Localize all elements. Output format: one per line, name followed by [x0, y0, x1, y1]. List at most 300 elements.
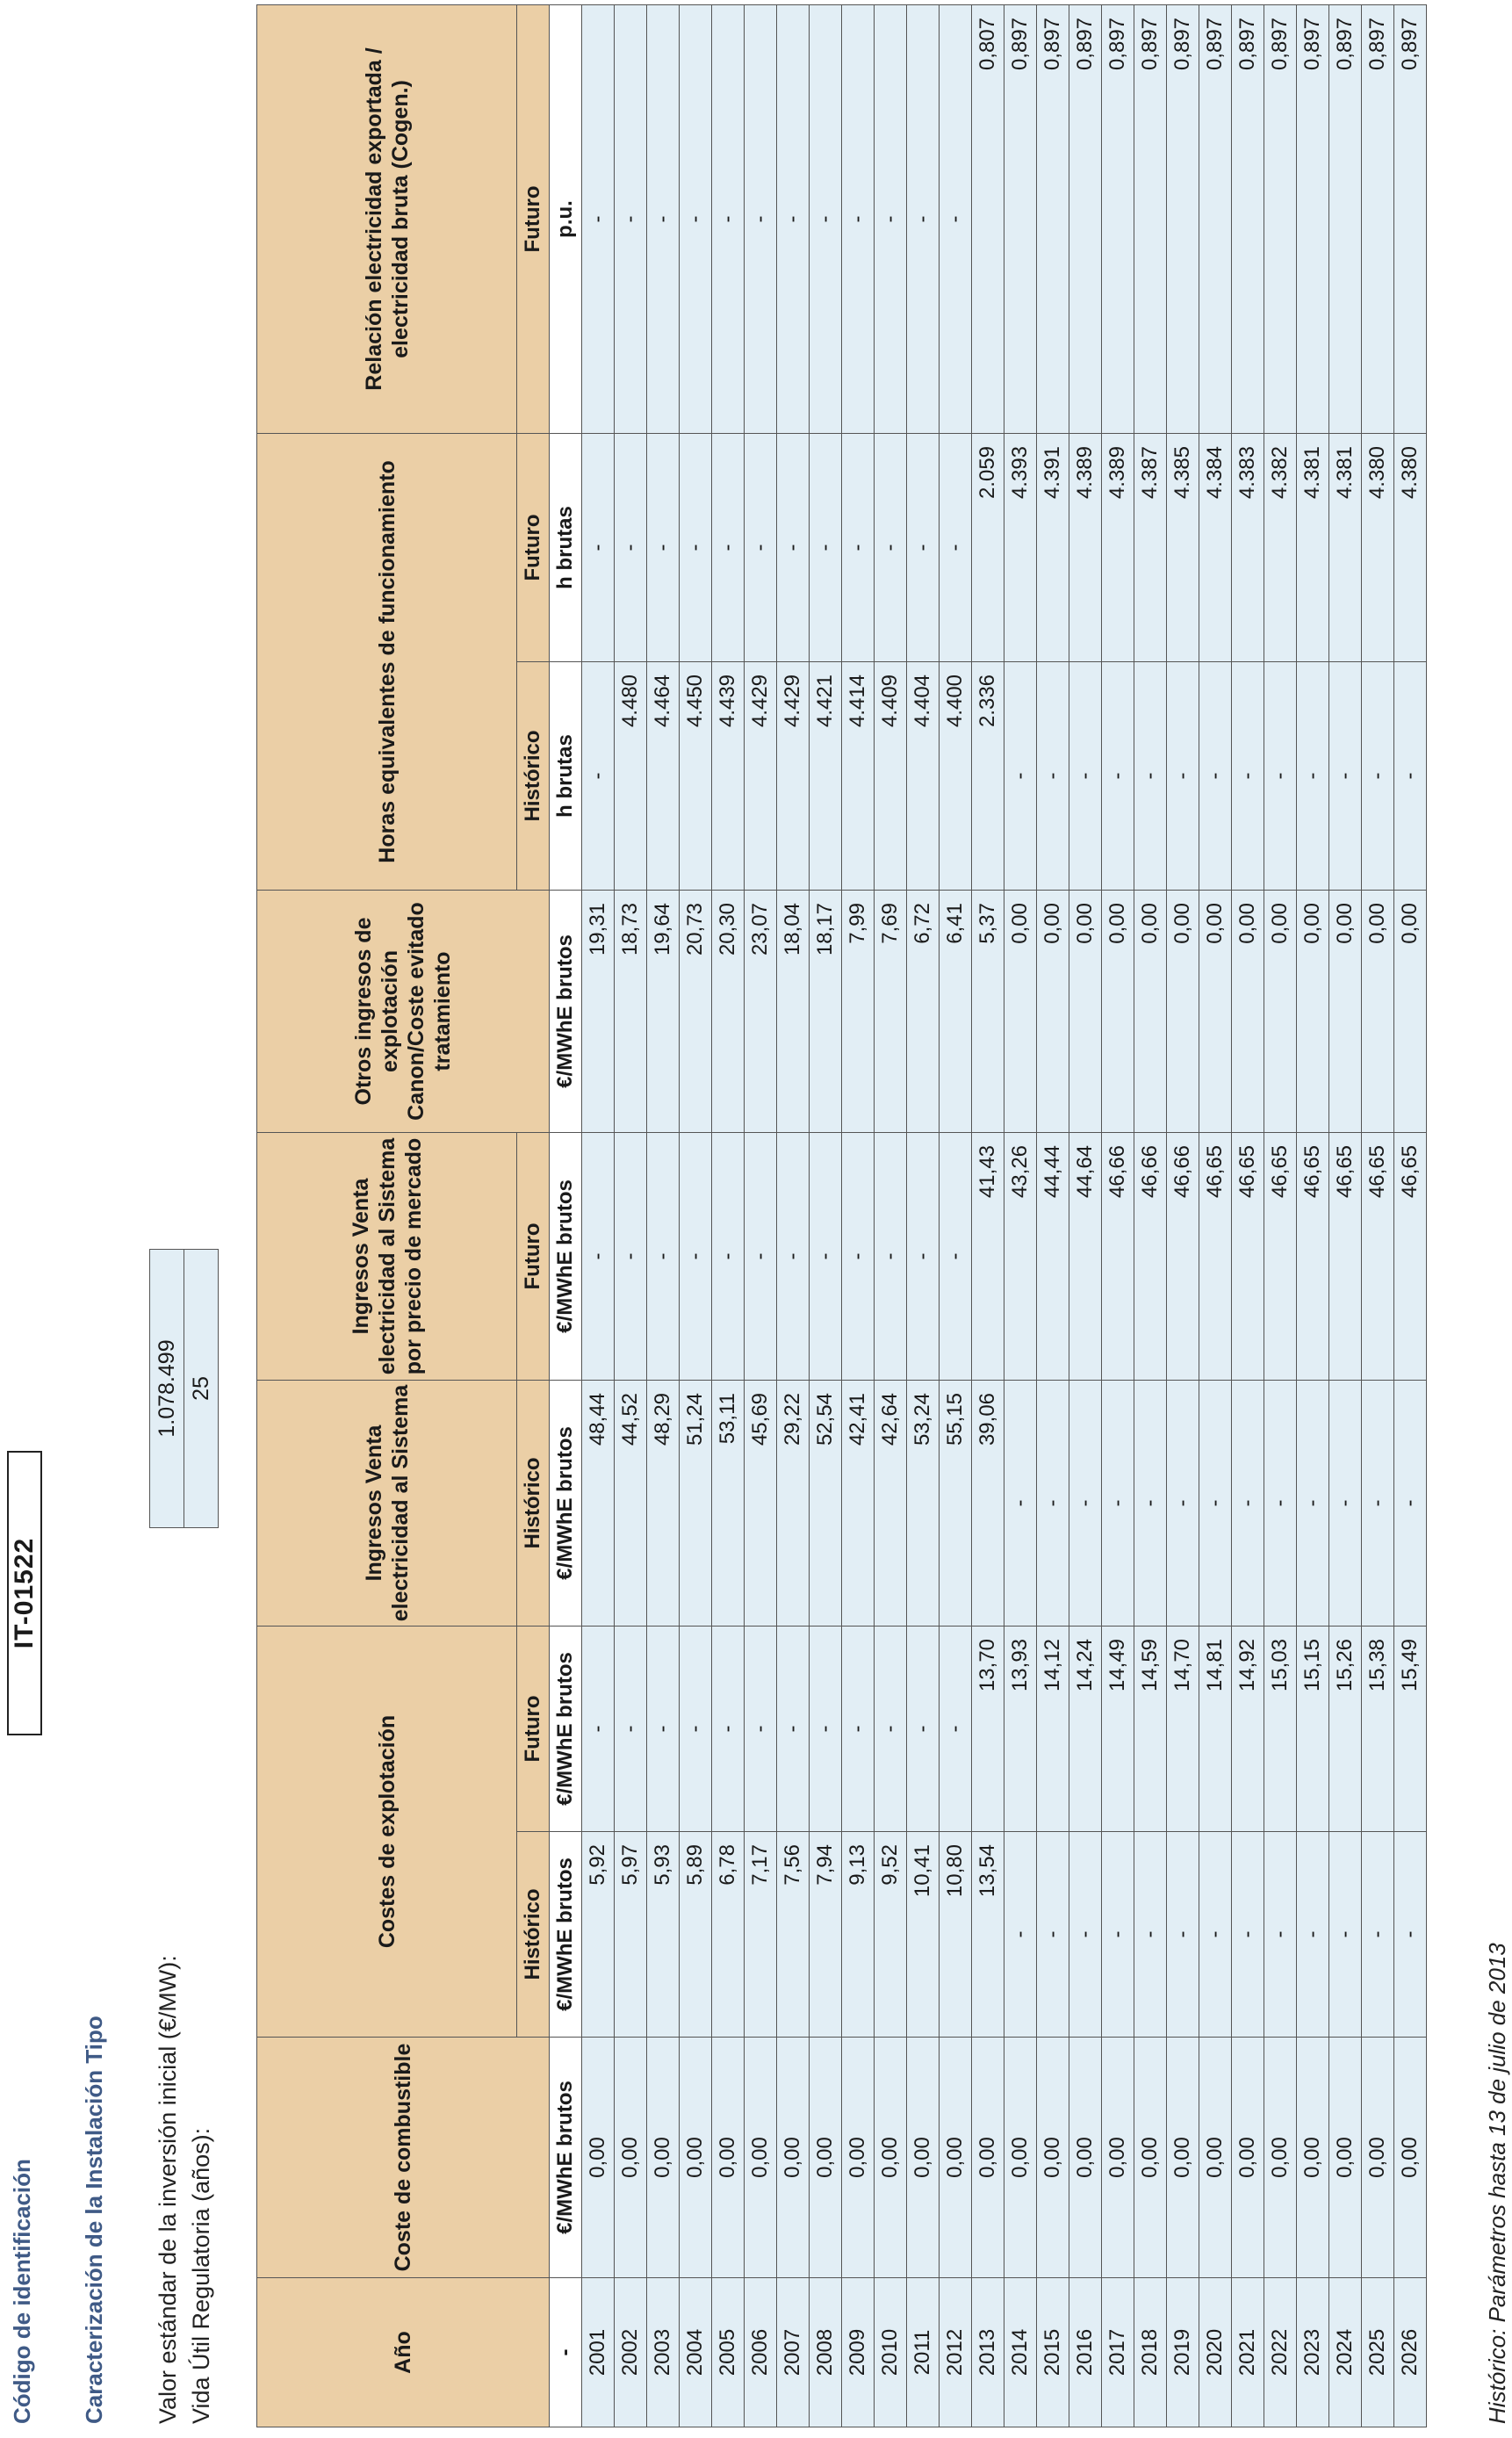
cell-opex-futuro: 15,26 [1329, 1626, 1362, 1831]
col-year-header: Año [257, 2278, 550, 2427]
col-sales-header: Ingresos Venta electricidad al Sistema [257, 1380, 517, 1626]
cell-opex-historico: 6,78 [712, 1832, 745, 2038]
cell-ratio-futuro: - [810, 4, 842, 433]
cell-year: 2009 [842, 2278, 875, 2427]
code-value: IT-01522 [7, 1451, 42, 1735]
cell-opex-historico: - [1069, 1832, 1102, 2038]
cell-fuel-cost: 0,00 [1134, 2038, 1167, 2278]
cell-hours-futuro: - [712, 433, 745, 661]
cell-sales-futuro: - [615, 1132, 647, 1380]
sales-historico: Histórico [517, 1380, 550, 1626]
cell-fuel-cost: 0,00 [1329, 2038, 1362, 2278]
unit-fuel: €/MWhE brutos [550, 2038, 582, 2278]
cell-ratio-futuro: - [680, 4, 712, 433]
cell-other-income: 7,99 [842, 890, 875, 1132]
cell-opex-historico: - [1167, 1832, 1199, 2038]
table-row [1199, 4, 1232, 2427]
investment-value: 1.078.499 [150, 1250, 184, 1528]
cell-hours-historico: - [1167, 661, 1199, 890]
cell-opex-futuro: - [940, 1626, 972, 1831]
cell-other-income: 0,00 [1264, 890, 1297, 1132]
cell-sales-futuro: 46,65 [1199, 1132, 1232, 1380]
cell-hours-futuro: - [777, 433, 810, 661]
cell-hours-futuro: - [582, 433, 615, 661]
cell-year: 2005 [712, 2278, 745, 2427]
cell-other-income: 0,00 [1297, 890, 1329, 1132]
cell-opex-historico: - [1297, 1832, 1329, 2038]
cell-sales-historico: - [1232, 1380, 1264, 1626]
col-hours-header: Horas equivalentes de funcionamiento [257, 433, 517, 890]
ratio-futuro: Futuro [517, 4, 550, 433]
cell-opex-historico: 5,92 [582, 1832, 615, 2038]
cell-ratio-futuro: 0,897 [1004, 4, 1037, 433]
cell-hours-historico: - [1134, 661, 1167, 890]
cell-fuel-cost: 0,00 [907, 2038, 940, 2278]
cell-opex-historico: 7,56 [777, 1832, 810, 2038]
cell-ratio-futuro: - [582, 4, 615, 433]
table-row [940, 4, 972, 2427]
cell-other-income: 0,00 [1362, 890, 1394, 1132]
cell-year: 2018 [1134, 2278, 1167, 2427]
table-row [647, 4, 680, 2427]
cell-opex-futuro: 14,49 [1102, 1626, 1134, 1831]
cell-other-income: 0,00 [1232, 890, 1264, 1132]
table-row [1232, 4, 1264, 2427]
cell-year: 2012 [940, 2278, 972, 2427]
cell-year: 2015 [1037, 2278, 1069, 2427]
cell-sales-futuro: - [907, 1132, 940, 1380]
table-body [582, 4, 1427, 2427]
cell-other-income: 5,37 [972, 890, 1004, 1132]
cell-opex-historico: 10,41 [907, 1832, 940, 2038]
cell-other-income: 0,00 [1069, 890, 1102, 1132]
cell-opex-historico: 5,93 [647, 1832, 680, 2038]
cell-ratio-futuro: 0,897 [1329, 4, 1362, 433]
cell-opex-historico: - [1037, 1832, 1069, 2038]
cell-hours-historico: 2.336 [972, 661, 1004, 890]
cell-hours-futuro: 4.391 [1037, 433, 1069, 661]
cell-sales-historico: 55,15 [940, 1380, 972, 1626]
cell-hours-historico: 4.400 [940, 661, 972, 890]
cell-hours-historico: - [1297, 661, 1329, 890]
cell-opex-futuro: 14,59 [1134, 1626, 1167, 1831]
cell-sales-futuro: - [842, 1132, 875, 1380]
cell-sales-historico: - [1329, 1380, 1362, 1626]
cell-other-income: 18,17 [810, 890, 842, 1132]
table-row [1329, 4, 1362, 2427]
cell-hours-historico: 4.414 [842, 661, 875, 890]
cell-hours-futuro: 4.385 [1167, 433, 1199, 661]
cell-opex-historico: 9,52 [875, 1832, 907, 2038]
cell-sales-futuro: - [680, 1132, 712, 1380]
cell-sales-futuro: 46,65 [1329, 1132, 1362, 1380]
cell-ratio-futuro: 0,897 [1167, 4, 1199, 433]
cell-hours-futuro: 4.381 [1329, 433, 1362, 661]
cell-sales-historico: 29,22 [777, 1380, 810, 1626]
table-row [1069, 4, 1102, 2427]
table-row [1297, 4, 1329, 2427]
investment-label: Valor estándar de la inversión inicial (€/MW): [155, 1955, 181, 2424]
params-table [149, 1249, 219, 1528]
cell-hours-historico: 4.409 [875, 661, 907, 890]
cell-opex-historico: 10,80 [940, 1832, 972, 2038]
cell-year: 2022 [1264, 2278, 1297, 2427]
cell-opex-futuro: - [810, 1626, 842, 1831]
cell-opex-futuro: 15,38 [1362, 1626, 1394, 1831]
cell-opex-historico: - [1394, 1832, 1427, 2038]
cell-sales-futuro: - [875, 1132, 907, 1380]
cell-sales-futuro: 44,44 [1037, 1132, 1069, 1380]
cell-ratio-futuro: 0,897 [1069, 4, 1102, 433]
table-row [1362, 4, 1394, 2427]
cell-fuel-cost: 0,00 [810, 2038, 842, 2278]
table-row [907, 4, 940, 2427]
cell-sales-historico: 45,69 [745, 1380, 777, 1626]
cell-opex-futuro: 13,93 [1004, 1626, 1037, 1831]
cell-year: 2025 [1362, 2278, 1394, 2427]
cell-fuel-cost: 0,00 [1199, 2038, 1232, 2278]
cell-sales-historico: - [1134, 1380, 1167, 1626]
cell-hours-historico: - [1199, 661, 1232, 890]
cell-sales-futuro: 41,43 [972, 1132, 1004, 1380]
cell-sales-futuro: 46,65 [1394, 1132, 1427, 1380]
cell-hours-historico: - [1232, 661, 1264, 890]
cell-hours-historico: - [1362, 661, 1394, 890]
life-value: 25 [184, 1250, 219, 1528]
table-row [972, 4, 1004, 2427]
cell-opex-futuro: 14,12 [1037, 1626, 1069, 1831]
cell-opex-historico: - [1362, 1832, 1394, 2038]
unit-opex-fut: €/MWhE brutos [550, 1626, 582, 1831]
cell-sales-futuro: 43,26 [1004, 1132, 1037, 1380]
sales-futuro: Futuro [517, 1132, 550, 1380]
cell-hours-historico: - [1004, 661, 1037, 890]
cell-sales-historico: 51,24 [680, 1380, 712, 1626]
cell-opex-futuro: 14,81 [1199, 1626, 1232, 1831]
cell-opex-futuro: 14,92 [1232, 1626, 1264, 1831]
cell-sales-historico: - [1297, 1380, 1329, 1626]
cell-hours-futuro: 2.059 [972, 433, 1004, 661]
cell-sales-historico: 48,44 [582, 1380, 615, 1626]
cell-hours-futuro: - [940, 433, 972, 661]
cell-other-income: 19,31 [582, 890, 615, 1132]
cell-hours-historico: 4.404 [907, 661, 940, 890]
table-row [680, 4, 712, 2427]
cell-sales-historico: 53,24 [907, 1380, 940, 1626]
cell-ratio-futuro: - [907, 4, 940, 433]
cell-ratio-futuro: - [712, 4, 745, 433]
cell-sales-futuro: - [745, 1132, 777, 1380]
cell-opex-historico: 5,97 [615, 1832, 647, 2038]
cell-hours-futuro: 4.380 [1362, 433, 1394, 661]
cell-other-income: 23,07 [745, 890, 777, 1132]
cell-hours-futuro: 4.382 [1264, 433, 1297, 661]
cell-ratio-futuro: 0,897 [1102, 4, 1134, 433]
unit-hours-fut: h brutas [550, 433, 582, 661]
cell-year: 2014 [1004, 2278, 1037, 2427]
cell-other-income: 0,00 [1134, 890, 1167, 1132]
cell-opex-historico: - [1329, 1832, 1362, 2038]
cell-hours-historico: - [1264, 661, 1297, 890]
cell-opex-historico: 7,94 [810, 1832, 842, 2038]
cell-opex-futuro: - [777, 1626, 810, 1831]
cell-sales-historico: 42,41 [842, 1380, 875, 1626]
cell-opex-futuro: - [842, 1626, 875, 1831]
cell-hours-futuro: - [875, 433, 907, 661]
cell-other-income: 0,00 [1004, 890, 1037, 1132]
table-row [745, 4, 777, 2427]
table-row [615, 4, 647, 2427]
unit-ratio: p.u. [550, 4, 582, 433]
cell-other-income: 0,00 [1394, 890, 1427, 1132]
unit-year: - [550, 2278, 582, 2427]
cell-hours-futuro: - [615, 433, 647, 661]
cell-sales-futuro: 46,65 [1297, 1132, 1329, 1380]
cell-hours-futuro: 4.389 [1102, 433, 1134, 661]
table-row [1167, 4, 1199, 2427]
cell-ratio-futuro: - [647, 4, 680, 433]
cell-hours-historico: 4.439 [712, 661, 745, 890]
hours-historico: Histórico [517, 661, 550, 890]
life-label: Vida Útil Regulatoria (años): [188, 2127, 214, 2424]
cell-year: 2016 [1069, 2278, 1102, 2427]
cell-fuel-cost: 0,00 [842, 2038, 875, 2278]
cell-hours-futuro: - [842, 433, 875, 661]
cell-hours-historico: 4.429 [777, 661, 810, 890]
cell-fuel-cost: 0,00 [615, 2038, 647, 2278]
col-fuel-header: Coste de combustible [257, 2038, 550, 2278]
cell-sales-futuro: 46,66 [1167, 1132, 1199, 1380]
table-row [582, 4, 615, 2427]
cell-fuel-cost: 0,00 [1232, 2038, 1264, 2278]
unit-other-income: €/MWhE brutos [550, 890, 582, 1132]
cell-opex-futuro: 15,15 [1297, 1626, 1329, 1831]
cell-opex-historico: 13,54 [972, 1832, 1004, 2038]
cell-fuel-cost: 0,00 [777, 2038, 810, 2278]
cell-year: 2006 [745, 2278, 777, 2427]
col-sales-market-header: Ingresos Venta electricidad al Sistema por precio de mercado [257, 1132, 517, 1380]
cell-year: 2008 [810, 2278, 842, 2427]
cell-other-income: 19,64 [647, 890, 680, 1132]
unit-hours-hist: h brutas [550, 661, 582, 890]
cell-hours-futuro: - [907, 433, 940, 661]
footnote: Histórico: Parámetros hasta 13 de julio de 2013 [1484, 1943, 1510, 2424]
cell-ratio-futuro: - [615, 4, 647, 433]
cell-ratio-futuro: 0,807 [972, 4, 1004, 433]
cell-sales-futuro: 46,66 [1134, 1132, 1167, 1380]
cell-year: 2026 [1394, 2278, 1427, 2427]
cell-ratio-futuro: 0,897 [1297, 4, 1329, 433]
cell-year: 2010 [875, 2278, 907, 2427]
cell-hours-futuro: 4.380 [1394, 433, 1427, 661]
col-ratio-header: Relación electricidad exportada / electricidad bruta (Cogen.) [257, 4, 517, 433]
hours-futuro: Futuro [517, 433, 550, 661]
table-row [1004, 4, 1037, 2427]
cell-opex-historico: - [1004, 1832, 1037, 2038]
table-row [810, 4, 842, 2427]
cell-opex-futuro: 14,70 [1167, 1626, 1199, 1831]
cell-hours-historico: - [582, 661, 615, 890]
cell-opex-historico: 5,89 [680, 1832, 712, 2038]
cell-ratio-futuro: 0,897 [1394, 4, 1427, 433]
cell-year: 2021 [1232, 2278, 1264, 2427]
cell-year: 2011 [907, 2278, 940, 2427]
cell-opex-futuro: - [582, 1626, 615, 1831]
cell-hours-futuro: - [680, 433, 712, 661]
cell-hours-historico: - [1394, 661, 1427, 890]
cell-fuel-cost: 0,00 [680, 2038, 712, 2278]
cell-opex-futuro: 15,03 [1264, 1626, 1297, 1831]
table-row [1394, 4, 1427, 2427]
cell-ratio-futuro: - [875, 4, 907, 433]
cell-year: 2020 [1199, 2278, 1232, 2427]
cell-ratio-futuro: - [940, 4, 972, 433]
cell-sales-futuro: - [940, 1132, 972, 1380]
cell-sales-futuro: - [810, 1132, 842, 1380]
cell-opex-historico: - [1102, 1832, 1134, 2038]
cell-fuel-cost: 0,00 [1362, 2038, 1394, 2278]
cell-sales-historico: - [1199, 1380, 1232, 1626]
cell-ratio-futuro: - [842, 4, 875, 433]
cell-opex-futuro: - [647, 1626, 680, 1831]
cell-year: 2023 [1297, 2278, 1329, 2427]
cell-sales-futuro: 46,65 [1232, 1132, 1264, 1380]
cell-other-income: 20,30 [712, 890, 745, 1132]
cell-ratio-futuro: 0,897 [1362, 4, 1394, 433]
cell-fuel-cost: 0,00 [582, 2038, 615, 2278]
cell-fuel-cost: 0,00 [1394, 2038, 1427, 2278]
cell-sales-historico: - [1264, 1380, 1297, 1626]
cell-other-income: 0,00 [1167, 890, 1199, 1132]
col-other-income-header: Otros ingresos de explotación Canon/Coste evitado tratamiento [257, 890, 550, 1132]
cell-sales-futuro: - [647, 1132, 680, 1380]
cell-hours-futuro: - [647, 433, 680, 661]
cell-sales-futuro: - [777, 1132, 810, 1380]
cell-opex-historico: - [1199, 1832, 1232, 2038]
cell-ratio-futuro: 0,897 [1232, 4, 1264, 433]
cell-hours-futuro: 4.383 [1232, 433, 1264, 661]
cell-sales-historico: 52,54 [810, 1380, 842, 1626]
cell-year: 2007 [777, 2278, 810, 2427]
cell-hours-historico: - [1037, 661, 1069, 890]
cell-sales-historico: 53,11 [712, 1380, 745, 1626]
cell-fuel-cost: 0,00 [875, 2038, 907, 2278]
code-label: Código de identificación [9, 2159, 35, 2424]
cell-fuel-cost: 0,00 [1167, 2038, 1199, 2278]
cell-hours-futuro: 4.384 [1199, 433, 1232, 661]
cell-year: 2003 [647, 2278, 680, 2427]
cell-fuel-cost: 0,00 [1004, 2038, 1037, 2278]
cell-hours-historico: - [1329, 661, 1362, 890]
cell-fuel-cost: 0,00 [972, 2038, 1004, 2278]
table-row [712, 4, 745, 2427]
cell-hours-futuro: - [810, 433, 842, 661]
cell-sales-futuro: 46,65 [1362, 1132, 1394, 1380]
cell-opex-futuro: - [680, 1626, 712, 1831]
cell-opex-futuro: - [745, 1626, 777, 1831]
cell-fuel-cost: 0,00 [1102, 2038, 1134, 2278]
cell-sales-historico: - [1069, 1380, 1102, 1626]
cell-fuel-cost: 0,00 [647, 2038, 680, 2278]
cell-year: 2019 [1167, 2278, 1199, 2427]
cell-hours-historico: 4.421 [810, 661, 842, 890]
cell-other-income: 0,00 [1329, 890, 1362, 1132]
cell-other-income: 0,00 [1037, 890, 1069, 1132]
table-row [1264, 4, 1297, 2427]
cell-sales-historico: - [1102, 1380, 1134, 1626]
opex-futuro: Futuro [517, 1626, 550, 1831]
table-row [1102, 4, 1134, 2427]
cell-sales-historico: - [1037, 1380, 1069, 1626]
cell-fuel-cost: 0,00 [1264, 2038, 1297, 2278]
table-row [1134, 4, 1167, 2427]
cell-opex-historico: - [1134, 1832, 1167, 2038]
cell-year: 2013 [972, 2278, 1004, 2427]
cell-hours-futuro: 4.389 [1069, 433, 1102, 661]
cell-opex-historico: 9,13 [842, 1832, 875, 2038]
cell-sales-historico: 42,64 [875, 1380, 907, 1626]
unit-sales-fut: €/MWhE brutos [550, 1132, 582, 1380]
cell-year: 2004 [680, 2278, 712, 2427]
cell-hours-historico: - [1069, 661, 1102, 890]
cell-hours-futuro: - [745, 433, 777, 661]
cell-other-income: 6,41 [940, 890, 972, 1132]
cell-sales-historico: 39,06 [972, 1380, 1004, 1626]
cell-ratio-futuro: - [745, 4, 777, 433]
cell-other-income: 18,04 [777, 890, 810, 1132]
cell-opex-futuro: - [712, 1626, 745, 1831]
installation-table [256, 4, 1427, 2427]
cell-hours-historico: 4.429 [745, 661, 777, 890]
cell-ratio-futuro: 0,897 [1037, 4, 1069, 433]
cell-fuel-cost: 0,00 [745, 2038, 777, 2278]
cell-ratio-futuro: 0,897 [1199, 4, 1232, 433]
cell-other-income: 0,00 [1199, 890, 1232, 1132]
col-opex-header: Costes de explotación [257, 1626, 517, 2037]
cell-sales-futuro: - [582, 1132, 615, 1380]
cell-opex-futuro: - [907, 1626, 940, 1831]
cell-sales-futuro: 46,65 [1264, 1132, 1297, 1380]
cell-sales-historico: 48,29 [647, 1380, 680, 1626]
table-row [842, 4, 875, 2427]
cell-opex-futuro: 14,24 [1069, 1626, 1102, 1831]
cell-opex-historico: - [1264, 1832, 1297, 2038]
cell-other-income: 18,73 [615, 890, 647, 1132]
cell-year: 2024 [1329, 2278, 1362, 2427]
cell-sales-futuro: 46,66 [1102, 1132, 1134, 1380]
cell-hours-futuro: 4.387 [1134, 433, 1167, 661]
cell-sales-futuro: - [712, 1132, 745, 1380]
cell-hours-futuro: 4.381 [1297, 433, 1329, 661]
section-title: Caracterización de la Instalación Tipo [81, 2016, 107, 2424]
cell-sales-futuro: 44,64 [1069, 1132, 1102, 1380]
cell-hours-historico: - [1102, 661, 1134, 890]
cell-year: 2002 [615, 2278, 647, 2427]
table-row [875, 4, 907, 2427]
unit-opex-hist: €/MWhE brutos [550, 1832, 582, 2038]
cell-sales-historico: - [1394, 1380, 1427, 1626]
table-row [1037, 4, 1069, 2427]
cell-opex-futuro: 13,70 [972, 1626, 1004, 1831]
cell-hours-historico: 4.464 [647, 661, 680, 890]
cell-ratio-futuro: 0,897 [1134, 4, 1167, 433]
cell-sales-historico: - [1004, 1380, 1037, 1626]
cell-other-income: 6,72 [907, 890, 940, 1132]
cell-hours-historico: 4.450 [680, 661, 712, 890]
cell-fuel-cost: 0,00 [1297, 2038, 1329, 2278]
cell-opex-futuro: 15,49 [1394, 1626, 1427, 1831]
table-row [777, 4, 810, 2427]
